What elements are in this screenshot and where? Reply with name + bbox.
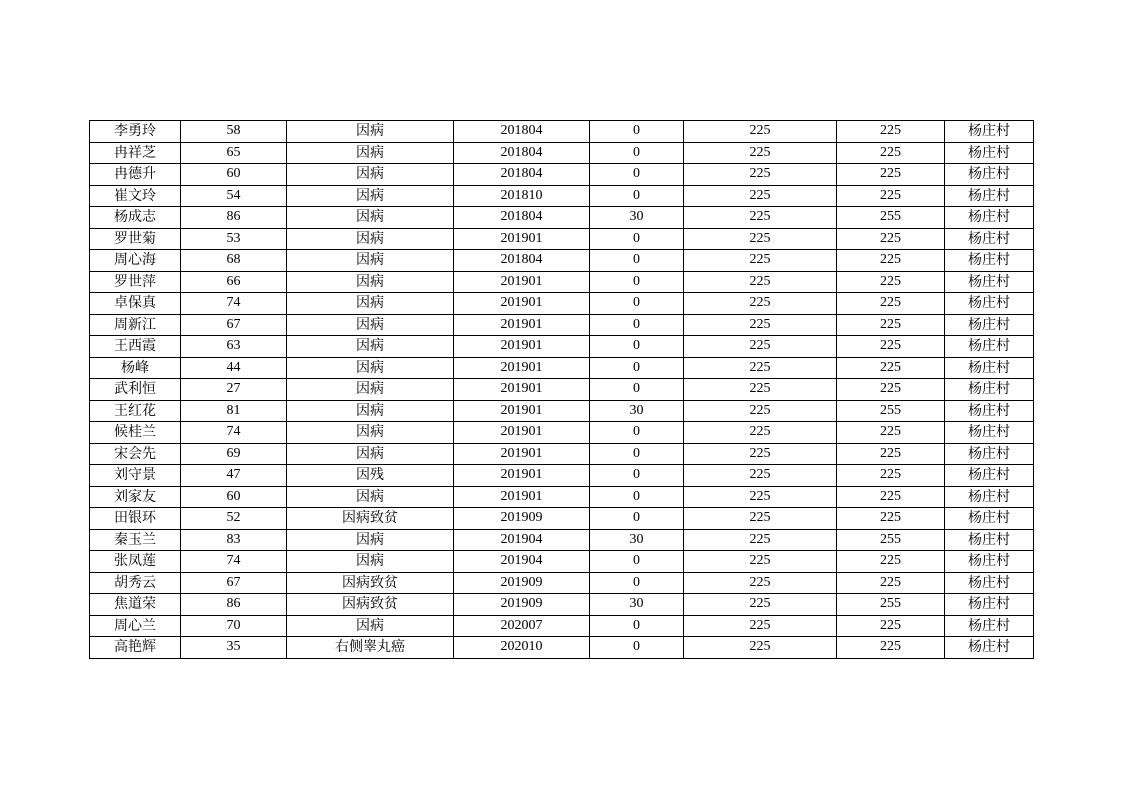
date-cell: 201901 bbox=[454, 271, 590, 293]
subsidy-cell: 30 bbox=[590, 207, 684, 229]
village-cell: 杨庄村 bbox=[945, 637, 1034, 659]
village-cell: 杨庄村 bbox=[945, 207, 1034, 229]
total-amount-cell: 225 bbox=[837, 486, 945, 508]
total-amount-cell: 225 bbox=[837, 336, 945, 358]
total-amount-cell: 225 bbox=[837, 551, 945, 573]
subsidy-cell: 0 bbox=[590, 164, 684, 186]
subsidy-cell: 0 bbox=[590, 121, 684, 143]
date-cell: 202010 bbox=[454, 637, 590, 659]
reason-cell: 因病 bbox=[287, 486, 454, 508]
village-cell: 杨庄村 bbox=[945, 572, 1034, 594]
village-cell: 杨庄村 bbox=[945, 228, 1034, 250]
total-amount-cell: 225 bbox=[837, 250, 945, 272]
table-row bbox=[90, 293, 1034, 315]
reason-cell: 因病 bbox=[287, 250, 454, 272]
table-row bbox=[90, 594, 1034, 616]
reason-cell: 因病 bbox=[287, 293, 454, 315]
total-amount-cell: 225 bbox=[837, 465, 945, 487]
data-table bbox=[89, 120, 1034, 659]
base-amount-cell: 225 bbox=[684, 572, 837, 594]
total-amount-cell: 225 bbox=[837, 314, 945, 336]
base-amount-cell: 225 bbox=[684, 271, 837, 293]
name-cell: 刘家友 bbox=[90, 486, 181, 508]
reason-cell: 因病 bbox=[287, 228, 454, 250]
date-cell: 201909 bbox=[454, 572, 590, 594]
total-amount-cell: 225 bbox=[837, 615, 945, 637]
reason-cell: 因病 bbox=[287, 422, 454, 444]
village-cell: 杨庄村 bbox=[945, 121, 1034, 143]
village-cell: 杨庄村 bbox=[945, 336, 1034, 358]
name-cell: 胡秀云 bbox=[90, 572, 181, 594]
age-cell: 35 bbox=[181, 637, 287, 659]
age-cell: 74 bbox=[181, 551, 287, 573]
subsidy-cell: 0 bbox=[590, 185, 684, 207]
date-cell: 201804 bbox=[454, 121, 590, 143]
age-cell: 27 bbox=[181, 379, 287, 401]
base-amount-cell: 225 bbox=[684, 142, 837, 164]
base-amount-cell: 225 bbox=[684, 551, 837, 573]
name-cell: 杨成志 bbox=[90, 207, 181, 229]
subsidy-cell: 0 bbox=[590, 314, 684, 336]
table-row bbox=[90, 486, 1034, 508]
total-amount-cell: 225 bbox=[837, 228, 945, 250]
age-cell: 70 bbox=[181, 615, 287, 637]
base-amount-cell: 225 bbox=[684, 250, 837, 272]
reason-cell: 因病致贫 bbox=[287, 508, 454, 530]
total-amount-cell: 225 bbox=[837, 443, 945, 465]
name-cell: 卓保真 bbox=[90, 293, 181, 315]
total-amount-cell: 255 bbox=[837, 529, 945, 551]
total-amount-cell: 225 bbox=[837, 508, 945, 530]
age-cell: 83 bbox=[181, 529, 287, 551]
base-amount-cell: 225 bbox=[684, 121, 837, 143]
village-cell: 杨庄村 bbox=[945, 508, 1034, 530]
name-cell: 王西霞 bbox=[90, 336, 181, 358]
subsidy-cell: 0 bbox=[590, 486, 684, 508]
subsidy-cell: 0 bbox=[590, 271, 684, 293]
base-amount-cell: 225 bbox=[684, 422, 837, 444]
table-row bbox=[90, 142, 1034, 164]
table-row bbox=[90, 637, 1034, 659]
base-amount-cell: 225 bbox=[684, 594, 837, 616]
subsidy-cell: 0 bbox=[590, 465, 684, 487]
total-amount-cell: 255 bbox=[837, 400, 945, 422]
age-cell: 52 bbox=[181, 508, 287, 530]
base-amount-cell: 225 bbox=[684, 164, 837, 186]
reason-cell: 因病 bbox=[287, 443, 454, 465]
table-row bbox=[90, 465, 1034, 487]
table-body bbox=[90, 121, 1034, 659]
total-amount-cell: 225 bbox=[837, 142, 945, 164]
date-cell: 201901 bbox=[454, 228, 590, 250]
name-cell: 王红花 bbox=[90, 400, 181, 422]
village-cell: 杨庄村 bbox=[945, 142, 1034, 164]
village-cell: 杨庄村 bbox=[945, 594, 1034, 616]
table-row bbox=[90, 529, 1034, 551]
name-cell: 罗世萍 bbox=[90, 271, 181, 293]
reason-cell: 因病 bbox=[287, 271, 454, 293]
reason-cell: 因病 bbox=[287, 314, 454, 336]
table-row bbox=[90, 443, 1034, 465]
total-amount-cell: 225 bbox=[837, 121, 945, 143]
village-cell: 杨庄村 bbox=[945, 551, 1034, 573]
date-cell: 201804 bbox=[454, 142, 590, 164]
reason-cell: 因病致贫 bbox=[287, 572, 454, 594]
age-cell: 60 bbox=[181, 486, 287, 508]
total-amount-cell: 225 bbox=[837, 271, 945, 293]
subsidy-cell: 0 bbox=[590, 572, 684, 594]
subsidy-cell: 0 bbox=[590, 250, 684, 272]
name-cell: 罗世菊 bbox=[90, 228, 181, 250]
age-cell: 74 bbox=[181, 422, 287, 444]
subsidy-cell: 0 bbox=[590, 422, 684, 444]
subsidy-cell: 0 bbox=[590, 228, 684, 250]
name-cell: 宋会先 bbox=[90, 443, 181, 465]
table-row bbox=[90, 250, 1034, 272]
village-cell: 杨庄村 bbox=[945, 271, 1034, 293]
table-row bbox=[90, 615, 1034, 637]
reason-cell: 因病 bbox=[287, 336, 454, 358]
age-cell: 66 bbox=[181, 271, 287, 293]
village-cell: 杨庄村 bbox=[945, 357, 1034, 379]
date-cell: 201901 bbox=[454, 293, 590, 315]
table-row bbox=[90, 357, 1034, 379]
village-cell: 杨庄村 bbox=[945, 422, 1034, 444]
age-cell: 60 bbox=[181, 164, 287, 186]
age-cell: 54 bbox=[181, 185, 287, 207]
village-cell: 杨庄村 bbox=[945, 293, 1034, 315]
date-cell: 201901 bbox=[454, 379, 590, 401]
village-cell: 杨庄村 bbox=[945, 443, 1034, 465]
reason-cell: 因病 bbox=[287, 551, 454, 573]
village-cell: 杨庄村 bbox=[945, 250, 1034, 272]
date-cell: 201901 bbox=[454, 314, 590, 336]
village-cell: 杨庄村 bbox=[945, 185, 1034, 207]
name-cell: 武利恒 bbox=[90, 379, 181, 401]
subsidy-cell: 0 bbox=[590, 551, 684, 573]
reason-cell: 因病 bbox=[287, 379, 454, 401]
date-cell: 201904 bbox=[454, 551, 590, 573]
age-cell: 58 bbox=[181, 121, 287, 143]
subsidy-cell: 0 bbox=[590, 336, 684, 358]
base-amount-cell: 225 bbox=[684, 185, 837, 207]
table-row bbox=[90, 422, 1034, 444]
reason-cell: 因残 bbox=[287, 465, 454, 487]
village-cell: 杨庄村 bbox=[945, 400, 1034, 422]
date-cell: 201901 bbox=[454, 357, 590, 379]
name-cell: 焦道荣 bbox=[90, 594, 181, 616]
base-amount-cell: 225 bbox=[684, 357, 837, 379]
name-cell: 张凤莲 bbox=[90, 551, 181, 573]
age-cell: 65 bbox=[181, 142, 287, 164]
reason-cell: 因病 bbox=[287, 207, 454, 229]
table-row bbox=[90, 207, 1034, 229]
table-row bbox=[90, 271, 1034, 293]
date-cell: 201901 bbox=[454, 336, 590, 358]
reason-cell: 因病致贫 bbox=[287, 594, 454, 616]
village-cell: 杨庄村 bbox=[945, 615, 1034, 637]
name-cell: 秦玉兰 bbox=[90, 529, 181, 551]
age-cell: 47 bbox=[181, 465, 287, 487]
total-amount-cell: 225 bbox=[837, 379, 945, 401]
age-cell: 68 bbox=[181, 250, 287, 272]
name-cell: 杨峰 bbox=[90, 357, 181, 379]
subsidy-cell: 0 bbox=[590, 508, 684, 530]
base-amount-cell: 225 bbox=[684, 486, 837, 508]
reason-cell: 因病 bbox=[287, 121, 454, 143]
date-cell: 201909 bbox=[454, 594, 590, 616]
base-amount-cell: 225 bbox=[684, 508, 837, 530]
date-cell: 202007 bbox=[454, 615, 590, 637]
name-cell: 周心兰 bbox=[90, 615, 181, 637]
name-cell: 李勇玲 bbox=[90, 121, 181, 143]
reason-cell: 因病 bbox=[287, 400, 454, 422]
age-cell: 86 bbox=[181, 207, 287, 229]
total-amount-cell: 225 bbox=[837, 637, 945, 659]
table-row bbox=[90, 185, 1034, 207]
name-cell: 周心海 bbox=[90, 250, 181, 272]
date-cell: 201901 bbox=[454, 422, 590, 444]
total-amount-cell: 225 bbox=[837, 164, 945, 186]
base-amount-cell: 225 bbox=[684, 379, 837, 401]
date-cell: 201804 bbox=[454, 250, 590, 272]
name-cell: 周新江 bbox=[90, 314, 181, 336]
subsidy-cell: 0 bbox=[590, 637, 684, 659]
date-cell: 201901 bbox=[454, 465, 590, 487]
base-amount-cell: 225 bbox=[684, 400, 837, 422]
base-amount-cell: 225 bbox=[684, 336, 837, 358]
total-amount-cell: 225 bbox=[837, 293, 945, 315]
subsidy-cell: 30 bbox=[590, 400, 684, 422]
date-cell: 201804 bbox=[454, 164, 590, 186]
total-amount-cell: 225 bbox=[837, 572, 945, 594]
age-cell: 63 bbox=[181, 336, 287, 358]
reason-cell: 因病 bbox=[287, 357, 454, 379]
village-cell: 杨庄村 bbox=[945, 164, 1034, 186]
name-cell: 田银环 bbox=[90, 508, 181, 530]
name-cell: 冉德升 bbox=[90, 164, 181, 186]
reason-cell: 因病 bbox=[287, 615, 454, 637]
name-cell: 崔文玲 bbox=[90, 185, 181, 207]
date-cell: 201901 bbox=[454, 400, 590, 422]
name-cell: 候桂兰 bbox=[90, 422, 181, 444]
village-cell: 杨庄村 bbox=[945, 314, 1034, 336]
reason-cell: 因病 bbox=[287, 529, 454, 551]
table-row bbox=[90, 336, 1034, 358]
village-cell: 杨庄村 bbox=[945, 486, 1034, 508]
subsidy-cell: 30 bbox=[590, 529, 684, 551]
table-row bbox=[90, 164, 1034, 186]
reason-cell: 因病 bbox=[287, 142, 454, 164]
name-cell: 刘守景 bbox=[90, 465, 181, 487]
subsidy-cell: 0 bbox=[590, 293, 684, 315]
table-row bbox=[90, 551, 1034, 573]
date-cell: 201804 bbox=[454, 207, 590, 229]
base-amount-cell: 225 bbox=[684, 529, 837, 551]
date-cell: 201901 bbox=[454, 486, 590, 508]
total-amount-cell: 225 bbox=[837, 422, 945, 444]
date-cell: 201810 bbox=[454, 185, 590, 207]
base-amount-cell: 225 bbox=[684, 443, 837, 465]
total-amount-cell: 255 bbox=[837, 594, 945, 616]
table-row bbox=[90, 379, 1034, 401]
village-cell: 杨庄村 bbox=[945, 379, 1034, 401]
base-amount-cell: 225 bbox=[684, 314, 837, 336]
age-cell: 74 bbox=[181, 293, 287, 315]
total-amount-cell: 225 bbox=[837, 357, 945, 379]
table-row bbox=[90, 400, 1034, 422]
base-amount-cell: 225 bbox=[684, 465, 837, 487]
table-row bbox=[90, 228, 1034, 250]
reason-cell: 右侧睾丸癌 bbox=[287, 637, 454, 659]
subsidy-cell: 30 bbox=[590, 594, 684, 616]
subsidy-cell: 0 bbox=[590, 379, 684, 401]
date-cell: 201904 bbox=[454, 529, 590, 551]
village-cell: 杨庄村 bbox=[945, 529, 1034, 551]
age-cell: 69 bbox=[181, 443, 287, 465]
reason-cell: 因病 bbox=[287, 164, 454, 186]
subsidy-cell: 0 bbox=[590, 615, 684, 637]
name-cell: 冉祥芝 bbox=[90, 142, 181, 164]
subsidy-cell: 0 bbox=[590, 142, 684, 164]
date-cell: 201901 bbox=[454, 443, 590, 465]
table-row bbox=[90, 508, 1034, 530]
age-cell: 53 bbox=[181, 228, 287, 250]
reason-cell: 因病 bbox=[287, 185, 454, 207]
name-cell: 高艳辉 bbox=[90, 637, 181, 659]
subsidy-cell: 0 bbox=[590, 357, 684, 379]
date-cell: 201909 bbox=[454, 508, 590, 530]
age-cell: 44 bbox=[181, 357, 287, 379]
base-amount-cell: 225 bbox=[684, 615, 837, 637]
subsidy-cell: 0 bbox=[590, 443, 684, 465]
age-cell: 67 bbox=[181, 572, 287, 594]
age-cell: 86 bbox=[181, 594, 287, 616]
base-amount-cell: 225 bbox=[684, 207, 837, 229]
total-amount-cell: 255 bbox=[837, 207, 945, 229]
table-row bbox=[90, 121, 1034, 143]
total-amount-cell: 225 bbox=[837, 185, 945, 207]
age-cell: 81 bbox=[181, 400, 287, 422]
base-amount-cell: 225 bbox=[684, 228, 837, 250]
table-row bbox=[90, 314, 1034, 336]
village-cell: 杨庄村 bbox=[945, 465, 1034, 487]
base-amount-cell: 225 bbox=[684, 637, 837, 659]
base-amount-cell: 225 bbox=[684, 293, 837, 315]
age-cell: 67 bbox=[181, 314, 287, 336]
table-row bbox=[90, 572, 1034, 594]
